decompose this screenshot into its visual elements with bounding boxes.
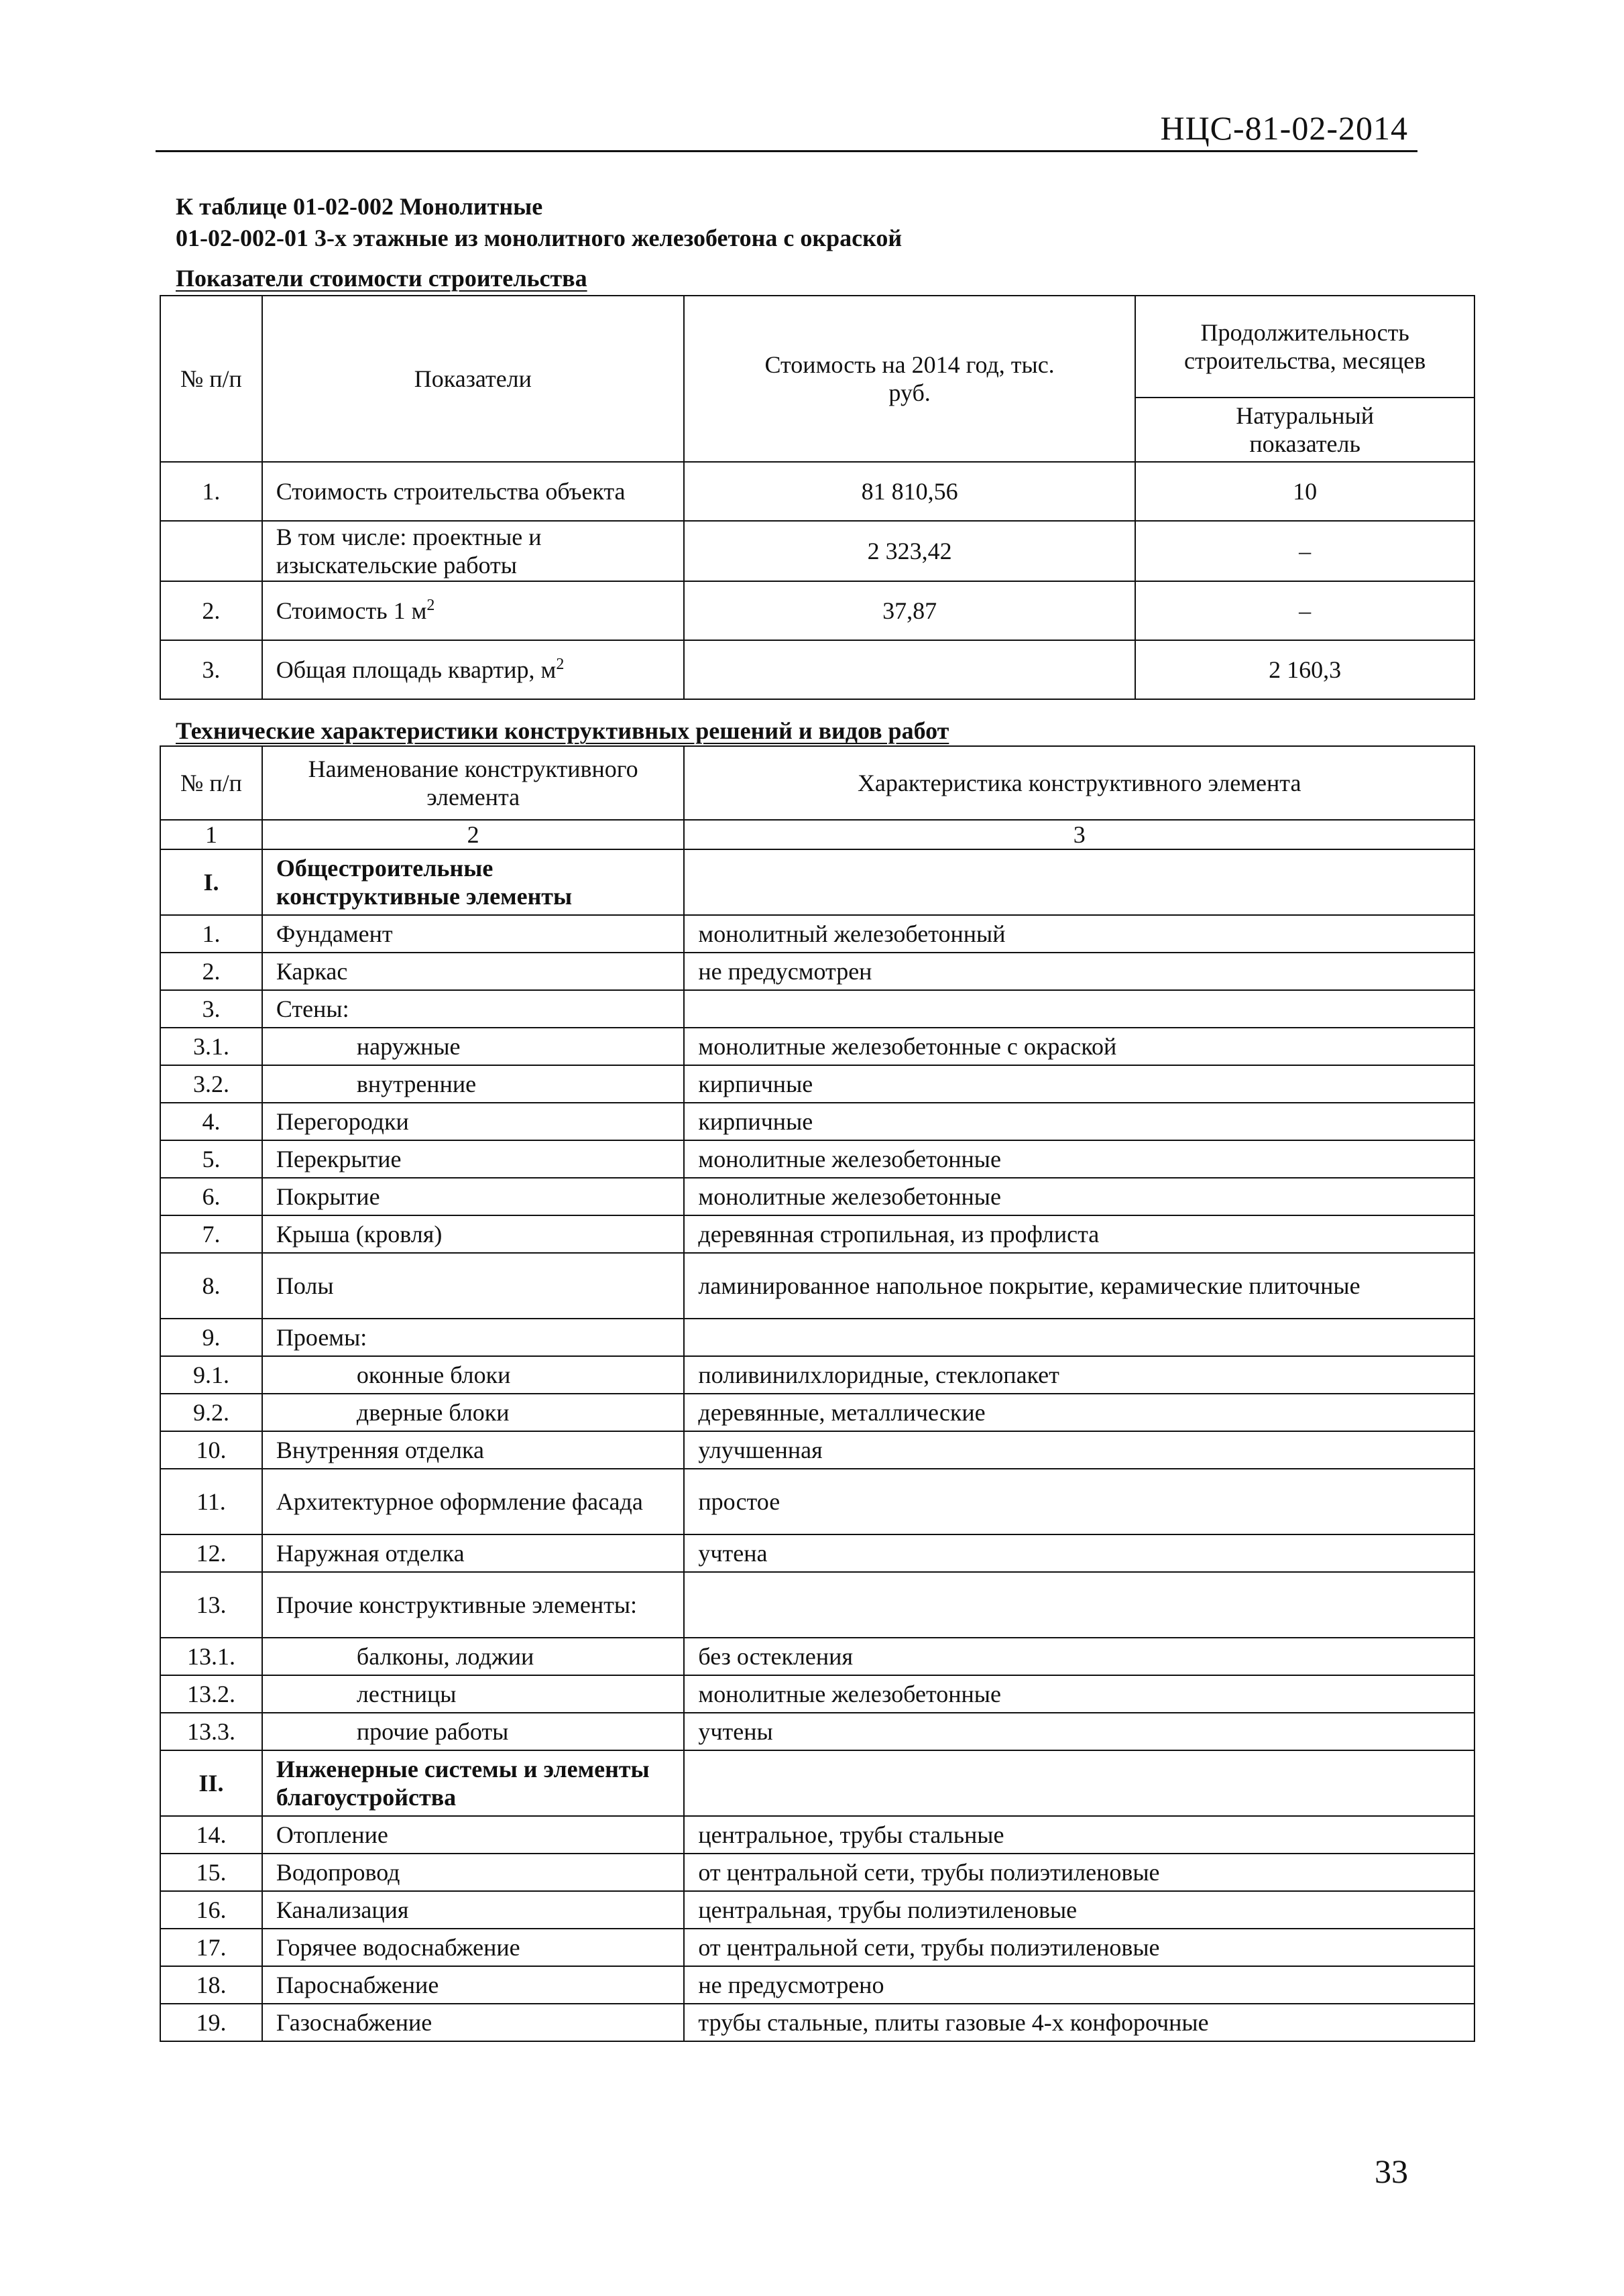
row-element-name: Каркас (262, 953, 685, 990)
row-num: 13.2. (160, 1675, 262, 1713)
row-num: 8. (160, 1253, 262, 1319)
table-row (160, 1140, 1474, 1178)
row-num: 18. (160, 1966, 262, 2004)
row-characteristic (684, 990, 1474, 1028)
row-element-name: Инженерные системы и элементы благоустройства (262, 1750, 685, 1816)
row-element-name: Общестроительные конструктивные элементы (262, 849, 685, 915)
row-value: – (1135, 521, 1474, 581)
row-num: 14. (160, 1816, 262, 1854)
row-element-name: оконные блоки (262, 1356, 685, 1394)
table-reference-heading: К таблице 01-02-002 Монолитные (176, 193, 543, 220)
row-characteristic: деревянная стропильная, из профлиста (684, 1215, 1474, 1253)
table-row (160, 849, 1474, 915)
row-characteristic: ламинированное напольное покрытие, керамические плиточные (684, 1253, 1474, 1319)
table-row (160, 1028, 1474, 1065)
table-row (160, 915, 1474, 953)
table-row (160, 1215, 1474, 1253)
table-row (160, 953, 1474, 990)
tech-table-column-numbers (160, 820, 1474, 849)
row-element-name: Водопровод (262, 1854, 685, 1891)
object-type-heading: 01-02-002-01 3-х этажные из монолитного железобетона с окраской (176, 225, 903, 251)
table-row (160, 1966, 1474, 2004)
row-element-name: Фундамент (262, 915, 685, 953)
row-element-name: Наружная отделка (262, 1534, 685, 1572)
row-num: 9.2. (160, 1394, 262, 1431)
row-characteristic: от центральной сети, трубы полиэтиленовые (684, 1854, 1474, 1891)
row-num: 13.3. (160, 1713, 262, 1750)
table-row (160, 521, 1474, 581)
header-rule (156, 150, 1417, 152)
column-number-1: 1 (160, 820, 262, 849)
table-row (160, 2004, 1474, 2041)
row-num: 7. (160, 1215, 262, 1253)
row-num: 9. (160, 1319, 262, 1356)
row-element-name: Архитектурное оформление фасада (262, 1469, 685, 1534)
table-row (160, 1394, 1474, 1431)
row-characteristic: центральная, трубы полиэтиленовые (684, 1891, 1474, 1929)
table-row (160, 1750, 1474, 1816)
superscript: 2 (426, 597, 435, 614)
tech-table-body (160, 849, 1474, 2041)
row-element-name: Проемы: (262, 1319, 685, 1356)
row-element-name: Газоснабжение (262, 2004, 685, 2041)
row-name: Стоимость строительства объекта (262, 462, 684, 521)
row-element-name: Отопление (262, 1816, 685, 1854)
row-characteristic: учтена (684, 1534, 1474, 1572)
header-num: № п/п (160, 296, 262, 462)
table-row (160, 1929, 1474, 1966)
row-name-text: Стоимость 1 м (276, 597, 427, 624)
row-num: 3.2. (160, 1065, 262, 1103)
row-num: 2. (160, 581, 262, 640)
table-row (160, 1065, 1474, 1103)
row-value: – (1135, 581, 1474, 640)
row-element-name: дверные блоки (262, 1394, 685, 1431)
row-num: 1. (160, 915, 262, 953)
row-element-name: Покрытие (262, 1178, 685, 1215)
row-num: 16. (160, 1891, 262, 1929)
header-characteristic: Характеристика конструктивного элемента (684, 746, 1474, 820)
row-characteristic (684, 1319, 1474, 1356)
table-row (160, 1253, 1474, 1319)
column-number-3: 3 (684, 820, 1474, 849)
table-row (160, 1356, 1474, 1394)
row-element-name: Стены: (262, 990, 685, 1028)
row-element-name: лестницы (262, 1675, 685, 1713)
row-element-name: Внутренняя отделка (262, 1431, 685, 1469)
row-characteristic: не предусмотрен (684, 953, 1474, 990)
row-cost: 37,87 (684, 581, 1135, 640)
row-characteristic: улучшенная (684, 1431, 1474, 1469)
row-num: 13.1. (160, 1638, 262, 1675)
row-characteristic (684, 1572, 1474, 1638)
row-num: 17. (160, 1929, 262, 1966)
row-num: 12. (160, 1534, 262, 1572)
table-row (160, 1713, 1474, 1750)
row-characteristic: учтены (684, 1713, 1474, 1750)
table-row (160, 990, 1474, 1028)
row-characteristic: от центральной сети, трубы полиэтиленовые (684, 1929, 1474, 1966)
document-code: НЦС-81-02-2014 (1160, 109, 1408, 147)
row-characteristic: простое (684, 1469, 1474, 1534)
row-characteristic: кирпичные (684, 1065, 1474, 1103)
row-characteristic: деревянные, металлические (684, 1394, 1474, 1431)
table-row (160, 1319, 1474, 1356)
column-number-2: 2 (262, 820, 685, 849)
table-row (160, 640, 1474, 699)
table-row (160, 1103, 1474, 1140)
row-name (262, 581, 684, 640)
row-num: 5. (160, 1140, 262, 1178)
row-num: 9.1. (160, 1356, 262, 1394)
row-characteristic: без остекления (684, 1638, 1474, 1675)
row-name: В том числе: проектные и изыскательские работы (262, 521, 684, 581)
row-characteristic: центральное, трубы стальные (684, 1816, 1474, 1854)
row-element-name: Прочие конструктивные элементы: (262, 1572, 685, 1638)
row-num: 3. (160, 990, 262, 1028)
header-natural: Натуральный показатель (1135, 398, 1474, 462)
row-num: 2. (160, 953, 262, 990)
row-characteristic (684, 1750, 1474, 1816)
row-cost: 81 810,56 (684, 462, 1135, 521)
table-row (160, 1534, 1474, 1572)
superscript: 2 (556, 656, 565, 673)
header-num: № п/п (160, 746, 262, 820)
row-name (262, 640, 684, 699)
row-num (160, 521, 262, 581)
row-element-name: Перекрытие (262, 1140, 685, 1178)
header-indicator: Показатели (262, 296, 684, 462)
cost-section-heading: Показатели стоимости строительства (176, 265, 587, 292)
row-element-name: Пароснабжение (262, 1966, 685, 2004)
row-name-text: Общая площадь квартир, м (276, 656, 557, 683)
technical-characteristics-table (160, 745, 1475, 2042)
row-cost (684, 640, 1135, 699)
row-element-name: балконы, лоджии (262, 1638, 685, 1675)
row-element-name: внутренние (262, 1065, 685, 1103)
table-row (160, 1572, 1474, 1638)
page-number: 33 (1375, 2153, 1408, 2190)
header-element-name: Наименование конструктивного элемента (262, 746, 685, 820)
row-characteristic: не предусмотрено (684, 1966, 1474, 2004)
row-element-name: Канализация (262, 1891, 685, 1929)
row-element-name: прочие работы (262, 1713, 685, 1750)
cost-table-header-row (160, 296, 1474, 398)
row-value: 2 160,3 (1135, 640, 1474, 699)
header-cost: Стоимость на 2014 год, тыс. руб. (684, 296, 1135, 462)
tech-section-heading: Технические характеристики конструктивных решений и видов работ (176, 717, 949, 744)
table-row (160, 1891, 1474, 1929)
row-characteristic: монолитные железобетонные (684, 1675, 1474, 1713)
row-num: 10. (160, 1431, 262, 1469)
row-characteristic: монолитный железобетонный (684, 915, 1474, 953)
row-num: 4. (160, 1103, 262, 1140)
row-characteristic: поливинилхлоридные, стеклопакет (684, 1356, 1474, 1394)
row-num: 6. (160, 1178, 262, 1215)
header-duration: Продолжительность строительства, месяцев (1135, 296, 1474, 398)
row-element-name: Перегородки (262, 1103, 685, 1140)
row-element-name: Полы (262, 1253, 685, 1319)
table-row (160, 1816, 1474, 1854)
row-num: 3.1. (160, 1028, 262, 1065)
table-row (160, 581, 1474, 640)
row-characteristic: монолитные железобетонные (684, 1140, 1474, 1178)
row-num: I. (160, 849, 262, 915)
row-num: 15. (160, 1854, 262, 1891)
row-characteristic: монолитные железобетонные (684, 1178, 1474, 1215)
table-row (160, 1469, 1474, 1534)
row-num: 1. (160, 462, 262, 521)
tech-table-header-row (160, 746, 1474, 820)
cost-indicators-table (160, 295, 1475, 700)
table-row (160, 1675, 1474, 1713)
row-element-name: наружные (262, 1028, 685, 1065)
row-value: 10 (1135, 462, 1474, 521)
table-row (160, 1854, 1474, 1891)
row-num: 13. (160, 1572, 262, 1638)
table-row (160, 462, 1474, 521)
table-row (160, 1431, 1474, 1469)
table-row (160, 1178, 1474, 1215)
row-cost: 2 323,42 (684, 521, 1135, 581)
row-element-name: Крыша (кровля) (262, 1215, 685, 1253)
table-row (160, 1638, 1474, 1675)
row-num: II. (160, 1750, 262, 1816)
row-element-name: Горячее водоснабжение (262, 1929, 685, 1966)
row-characteristic: трубы стальные, плиты газовые 4-х конфорочные (684, 2004, 1474, 2041)
row-characteristic: кирпичные (684, 1103, 1474, 1140)
row-num: 3. (160, 640, 262, 699)
row-characteristic (684, 849, 1474, 915)
row-characteristic: монолитные железобетонные с окраской (684, 1028, 1474, 1065)
row-num: 19. (160, 2004, 262, 2041)
row-num: 11. (160, 1469, 262, 1534)
